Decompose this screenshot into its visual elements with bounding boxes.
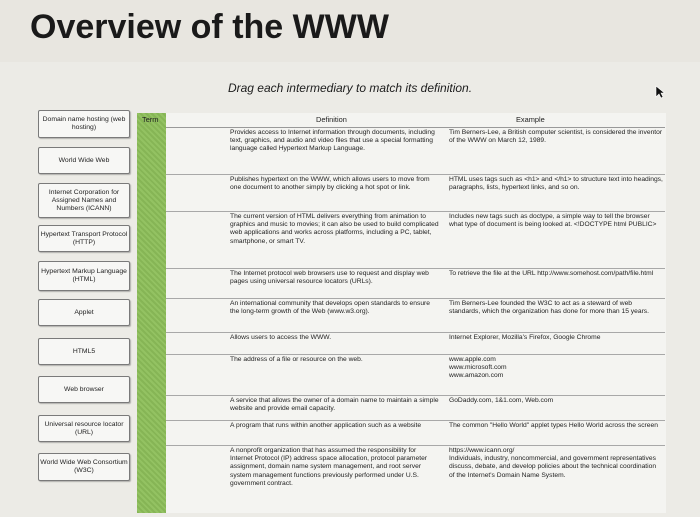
table-row bbox=[166, 446, 665, 512]
definition-cell: The address of a file or resource on the web. bbox=[230, 356, 363, 363]
table-row bbox=[166, 269, 665, 299]
drag-item-icann[interactable]: Internet Corporation for Assigned Names and Numbers (ICANN) bbox=[38, 183, 130, 218]
table-row bbox=[166, 212, 665, 269]
drag-item-http[interactable]: Hypertext Transport Protocol (HTTP) bbox=[38, 225, 130, 252]
term-header: Term bbox=[142, 115, 159, 124]
table-header-row bbox=[166, 113, 665, 128]
instruction-text: Drag each intermediary to match its definition. bbox=[227, 81, 473, 95]
definition-cell: A nonprofit organization that has assumed the responsibility for Internet Protocol (IP) address space allocation, protocol parameter assignment, domain name system management, and root server system management functions previously performed under U.S. government contract. bbox=[230, 447, 428, 487]
example-header: Example bbox=[516, 115, 545, 124]
example-cell: Tim Berners-Lee founded the W3C to act as a steward of web standards, which the organization has done for more than 15 years. bbox=[449, 300, 650, 316]
example-cell: www.apple.com www.microsoft.com www.amazon.com bbox=[449, 356, 507, 380]
example-cell: HTML uses tags such as <h1> and </h1> to structure text into headings, paragraphs, lists, hypertext links, and so on. bbox=[449, 176, 663, 192]
drag-item-domain-name-hosting[interactable]: Domain name hosting (web hosting) bbox=[38, 110, 130, 138]
table-row bbox=[166, 128, 665, 175]
term-column-strip bbox=[137, 113, 166, 513]
example-cell: To retrieve the file at the URL http://www.somehost.com/path/file.html bbox=[449, 270, 654, 277]
definition-cell: Publishes hypertext on the WWW, which allows users to move from one document to another simply by clicking a hot spot or link. bbox=[230, 176, 430, 192]
table-row bbox=[166, 355, 665, 396]
drag-item-world-wide-web[interactable]: World Wide Web bbox=[38, 147, 130, 174]
definition-cell: Provides access to Internet information through documents, including text, graphics, and audio and video files that use a special formatting language called Hypertext Markup Language. bbox=[230, 129, 435, 153]
drag-item-html5[interactable]: HTML5 bbox=[38, 338, 130, 365]
drag-item-html[interactable]: Hypertext Markup Language (HTML) bbox=[38, 261, 130, 291]
definition-cell: A service that allows the owner of a domain name to maintain a simple website and provide email capacity. bbox=[230, 397, 439, 413]
table-row bbox=[166, 421, 665, 446]
definition-cell: An international community that develops open standards to ensure the long-term growth of the Web (www.w3.org). bbox=[230, 300, 431, 316]
definition-cell: The Internet protocol web browsers use to request and display web pages using universal resource locators (URLs). bbox=[230, 270, 429, 286]
cursor-arrow-icon bbox=[655, 85, 665, 99]
example-cell: GoDaddy.com, 1&1.com, Web.com bbox=[449, 397, 554, 404]
example-cell: https://www.icann.org/ Individuals, industry, noncommercial, and government representatives discuss, debate, and develop policies about the technical coordination of the Internet's Domain Name System. bbox=[449, 447, 657, 479]
definition-cell: The current version of HTML delivers everything from animation to graphics and music to movies; it can also be used to build complicated web applications and works across platforms, including a PC, tablet, smartphone, or smart TV. bbox=[230, 213, 439, 245]
example-cell: Internet Explorer, Mozilla's Firefox, Google Chrome bbox=[449, 334, 601, 341]
drag-item-w3c[interactable]: World Wide Web Consortium (W3C) bbox=[38, 453, 130, 481]
definition-cell: Allows users to access the WWW. bbox=[230, 334, 332, 341]
table-row bbox=[166, 175, 665, 212]
drag-item-url[interactable]: Universal resource locator (URL) bbox=[38, 415, 130, 442]
page-title: Overview of the WWW bbox=[30, 8, 389, 46]
drag-item-applet[interactable]: Applet bbox=[38, 299, 130, 326]
drag-item-web-browser[interactable]: Web browser bbox=[38, 376, 130, 403]
example-cell: Tim Berners-Lee, a British computer scientist, is considered the inventor of the WWW on March 12, 1989. bbox=[449, 129, 663, 145]
definition-cell: A program that runs within another application such as a website bbox=[230, 422, 422, 429]
example-cell: The common "Hello World" applet types Hello World across the screen bbox=[449, 422, 658, 429]
table-row bbox=[166, 396, 665, 421]
example-cell: Includes new tags such as doctype, a simple way to tell the browser what type of document is being looked at. <!DOCTYPE html PUBLIC> bbox=[449, 213, 657, 229]
table-row bbox=[166, 299, 665, 333]
table-row bbox=[166, 333, 665, 355]
definition-header: Definition bbox=[316, 115, 347, 124]
